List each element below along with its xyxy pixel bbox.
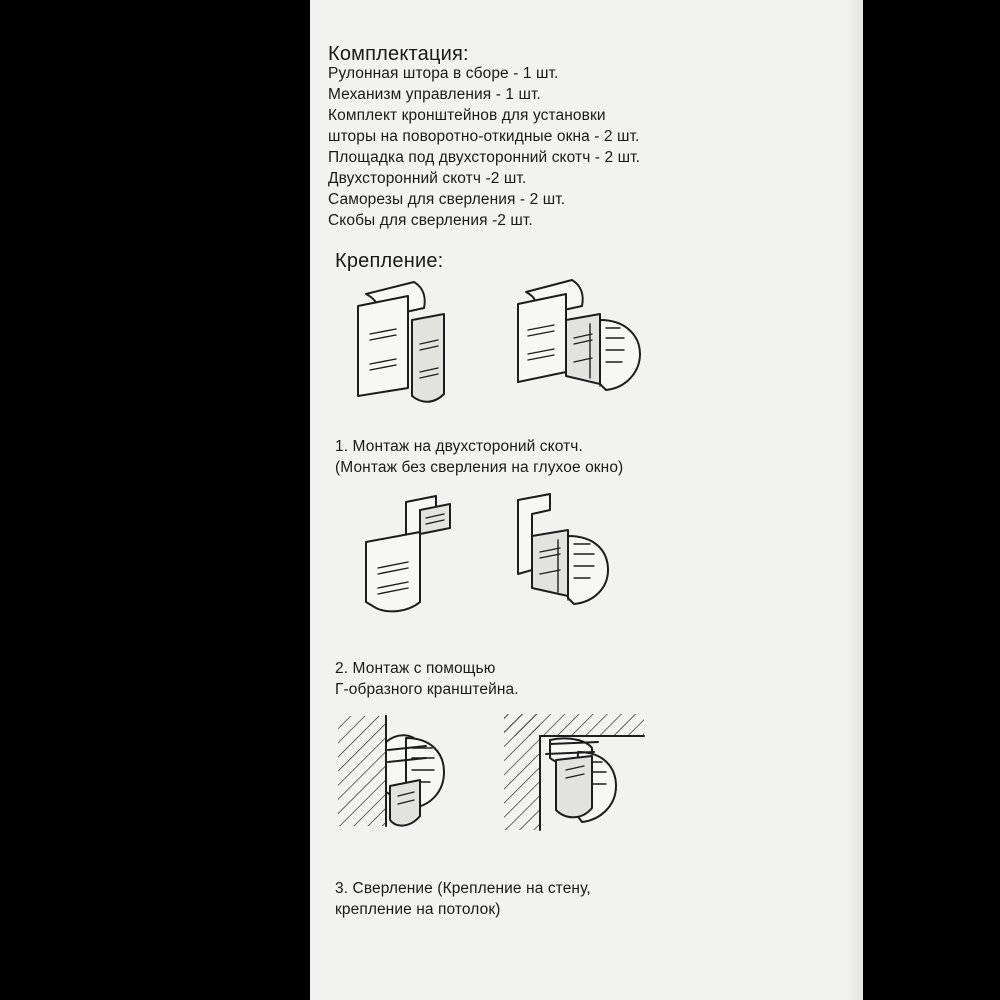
step-1-caption-line-1: 1. Монтаж на двухстороний скотч. (335, 438, 583, 455)
kit-item-1: Рулонная штора в сборе - 1 шт. (328, 65, 559, 82)
kit-item-7: Саморезы для сверления - 2 шт. (328, 191, 566, 208)
figure-step-3 (328, 710, 658, 850)
kit-item-4: шторы на поворотно-откидные окна - 2 шт. (328, 128, 640, 145)
mounting-title: Крепление: (335, 250, 444, 272)
kit-item-6: Двухсторонний скотч -2 шт. (328, 170, 527, 187)
paper-edge-shadow (845, 0, 863, 1000)
paper-surface (310, 0, 863, 1000)
step-1-caption-line-2: (Монтаж без сверления на глухое окно) (335, 459, 624, 476)
kit-item-5: Площадка под двухсторонний скотч - 2 шт. (328, 149, 640, 166)
step-2-caption-line-1: 2. Монтаж с помощью (335, 660, 496, 677)
paper-sheet (310, 0, 863, 1000)
step-3-caption-line-1: 3. Сверление (Крепление на стену, (335, 880, 591, 897)
figure-step-2 (328, 490, 658, 635)
kit-item-2: Механизм управления - 1 шт. (328, 86, 541, 103)
kit-item-3: Комплект кронштейнов для установки (328, 107, 606, 124)
kit-title: Комплектация: (328, 43, 469, 65)
step-2-caption-line-2: Г-образного кранштейна. (335, 681, 519, 698)
figure-step-1 (328, 272, 658, 422)
step-3-caption-line-2: крепление на потолок) (335, 901, 501, 918)
kit-item-8: Скобы для сверления -2 шт. (328, 212, 533, 229)
